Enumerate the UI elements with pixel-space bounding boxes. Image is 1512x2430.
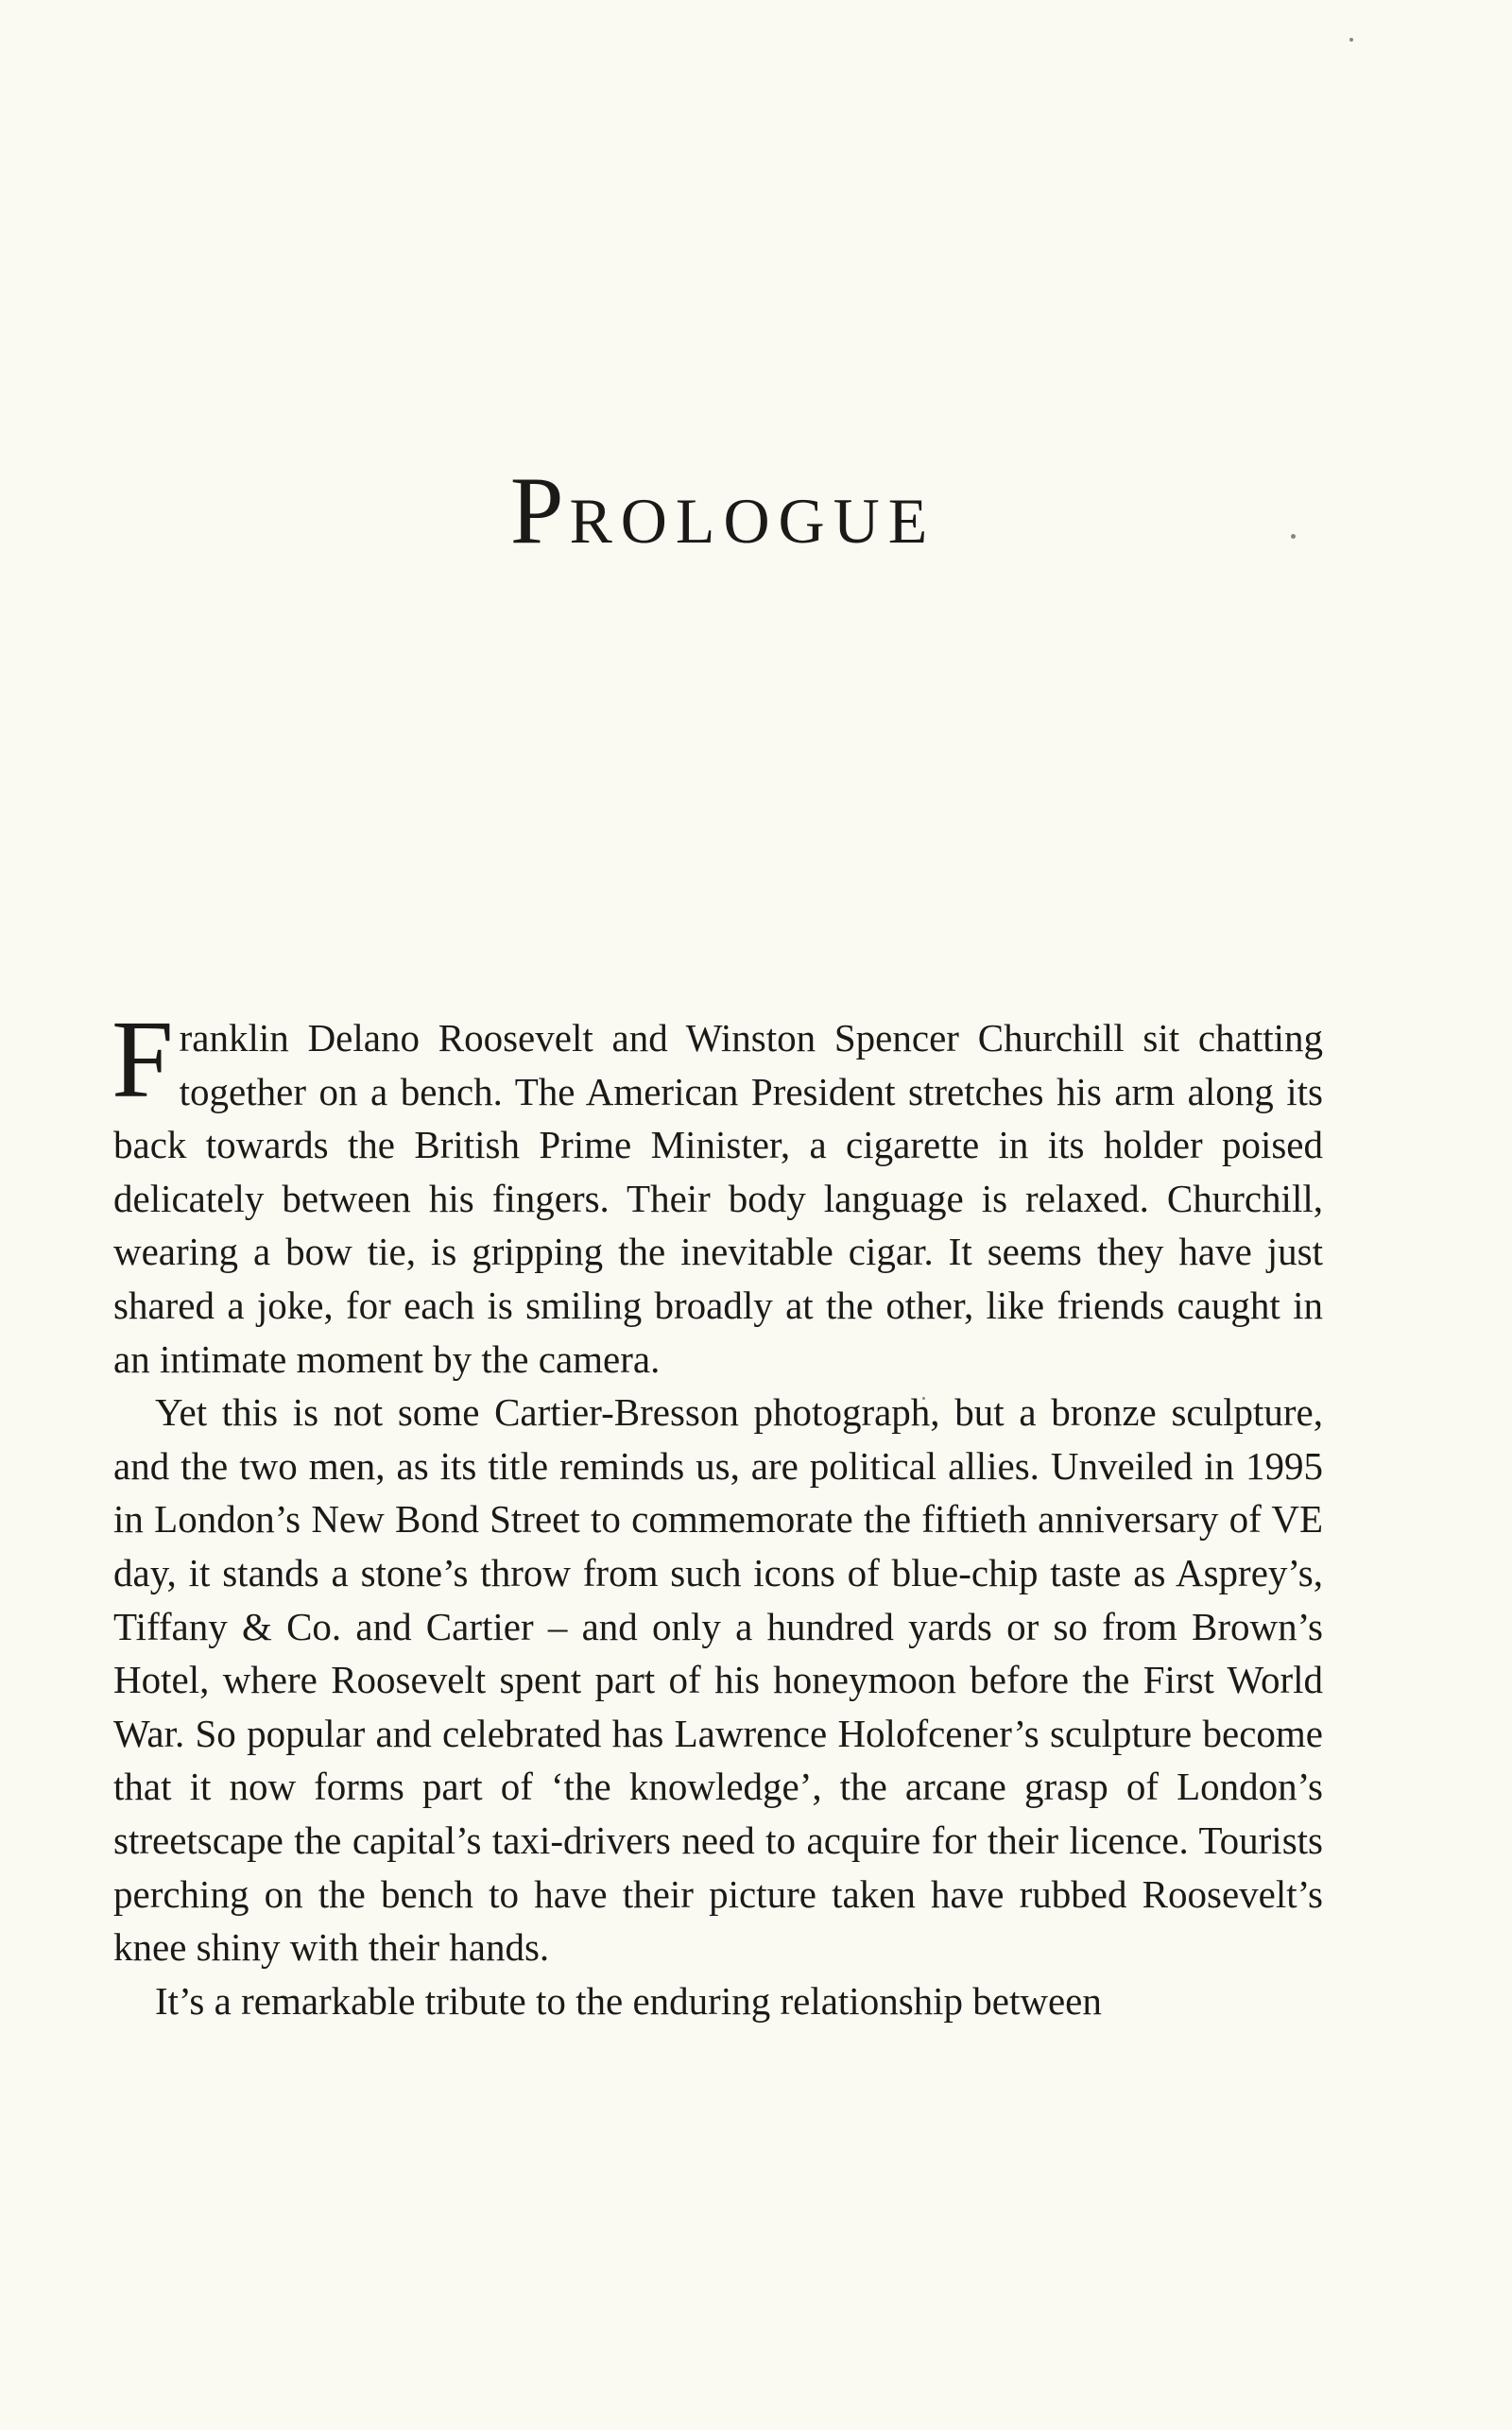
paragraph-3: It’s a remarkable tribute to the enduring relationship between <box>155 1978 1102 2023</box>
drop-cap: F <box>112 997 174 1121</box>
paragraph-1-text: ranklin Delano Roosevelt and Winston Spencer Churchill sit chatting together on a bench. The American President stretches his arm along its back towards the British Prime Minister, a cigarette in its holder poised delicately between his fingers. Their body language is relaxed. Churchill, wearing a bow tie, is gripping the inevitable cigar. It seems they have just shared a joke, for each is smiling broadly at the other, like friends caught in an intimate moment by the camera. <box>113 1016 1323 1381</box>
chapter-title <box>0 457 1446 564</box>
chapter-title-initial: P <box>509 457 570 564</box>
chapter-title-rest: ROLOGUE <box>569 485 936 557</box>
paragraph-opening <box>112 997 1323 1386</box>
body-text <box>112 997 1323 2027</box>
paragraph-2: Yet this is not some Cartier-Bresson photograph, but a bronze sculpture, and the two men, as its title reminds us, are political allies. Unveiled in 1995 in London’s New Bond Street to commemorate the fiftieth anniversary of VE day, it stands a stone’s throw from such icons of blue-chip taste as Asprey’s, Tiffany & Co. and Cartier – and only a hundred yards or so from Brown’s Hotel, where Roosevelt spent part of his honeymoon before the First World War. So popular and celebrated has Lawrence Holofcener’s sculpture become that it now forms part of ‘the knowledge’, the arcane grasp of London’s streetscape the capital’s taxi-drivers need to acquire for their licence. Tourists perching on the bench to have their picture taken have rubbed Roosevelt’s knee shiny with their hands. <box>113 1390 1323 1970</box>
paper-speck <box>1349 38 1353 42</box>
